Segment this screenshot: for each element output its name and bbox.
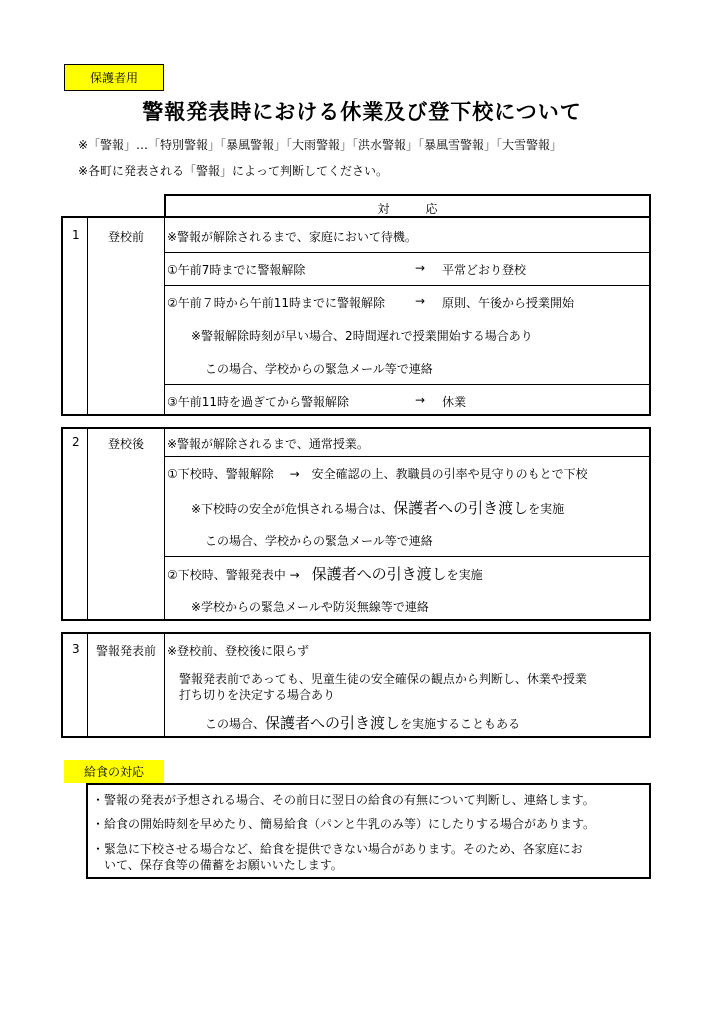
section-after-school — [61, 427, 651, 621]
handover-emphasis: 保護者への引き渡し — [265, 714, 401, 732]
lunch-item: ・緊急に下校させる場合など、給食を提供できない場合があります。そのため、各家庭にお — [92, 842, 583, 856]
sub-note: この場合、学校からの緊急メール等で連絡 — [205, 534, 433, 548]
section-body: 打ち切りを決定する場合あり — [179, 688, 336, 702]
condition-text: ③午前11時を過ぎてから警報解除 — [167, 395, 350, 409]
result-text: 休業 — [442, 395, 467, 409]
arrow-icon: → — [415, 294, 426, 308]
section-number: 1 — [72, 228, 80, 242]
table-header — [164, 194, 651, 217]
sub-note-post: を実施することもある — [400, 717, 521, 731]
sub-note: この場合、学校からの緊急メール等で連絡 — [205, 362, 433, 376]
section-label: 警報発表前 — [95, 644, 156, 658]
page-title: 警報発表時における休業及び登下校について — [142, 100, 582, 124]
guardian-tag: 保護者用 — [64, 64, 164, 91]
sub-note-pre: ※下校時の安全が危惧される場合は、 — [191, 502, 394, 516]
result-text: 平常どおり登校 — [442, 263, 527, 277]
section-body: 警報発表前であっても、児童生徒の安全確保の観点から判断し、休業や授業 — [179, 672, 587, 686]
lunch-item: ・警報の発表が予想される場合、その前日に翌日の給食の有無について判断し、連絡します。 — [92, 793, 595, 807]
condition-text: ②午前７時から午前11時までに警報解除 — [167, 296, 386, 310]
handover-emphasis: 保護者への引き渡し — [311, 565, 447, 583]
sub-note-pre: この場合、 — [205, 717, 266, 731]
sub-note: ※警報解除時刻が早い場合、2時間遅れで授業開始する場合あり — [191, 329, 533, 343]
section-lead: ※登校前、登校後に限らず — [167, 644, 310, 658]
judgement-note: ※各町に発表される「警報」によって判断してください。 — [78, 164, 389, 178]
section-label: 登校後 — [107, 437, 144, 451]
condition-post: を実施 — [446, 568, 483, 582]
condition-text — [167, 563, 483, 584]
section-number: 3 — [72, 642, 80, 656]
result-text: 原則、午後から授業開始 — [442, 296, 575, 310]
section-label: 登校前 — [107, 230, 144, 244]
sub-note: ※学校からの緊急メールや防災無線等で連絡 — [191, 600, 429, 614]
handover-emphasis: 保護者への引き渡し — [393, 499, 529, 517]
lunch-item: ・給食の開始時刻を早めたり、簡易給食（パンと牛乳のみ等）にしたりする場合があります。 — [92, 817, 596, 831]
lunch-box — [86, 783, 651, 879]
sub-note-post: を実施 — [528, 502, 565, 516]
arrow-icon: → — [415, 261, 426, 275]
arrow-icon: → — [415, 393, 426, 407]
sub-note — [205, 712, 520, 733]
lunch-tag: 給食の対応 — [64, 760, 164, 783]
lunch-item: いて、保存食等の備蓄をお願いいたします。 — [92, 858, 343, 872]
table-header-label: 対 応 — [377, 202, 438, 216]
warning-types-note: ※「警報」…「特別警報」「暴風警報」「大雨警報」「洪水警報」「暴風雪警報」「大雪警報」 — [78, 138, 563, 152]
section-lead: ※警報が解除されるまで、通常授業。 — [167, 437, 369, 451]
section-number: 2 — [72, 435, 80, 449]
condition-text: ①下校時、警報解除 → 安全確認の上、教職員の引率や見守りのもとで下校 — [167, 467, 588, 481]
section-before-school — [61, 216, 651, 416]
condition-text: ①午前7時までに警報解除 — [167, 263, 306, 277]
section-lead: ※警報が解除されるまで、家庭において待機。 — [167, 230, 417, 244]
section-before-warning — [61, 632, 651, 738]
condition-pre: ②下校時、警報発表中 → — [167, 568, 312, 582]
sub-note — [191, 497, 564, 518]
